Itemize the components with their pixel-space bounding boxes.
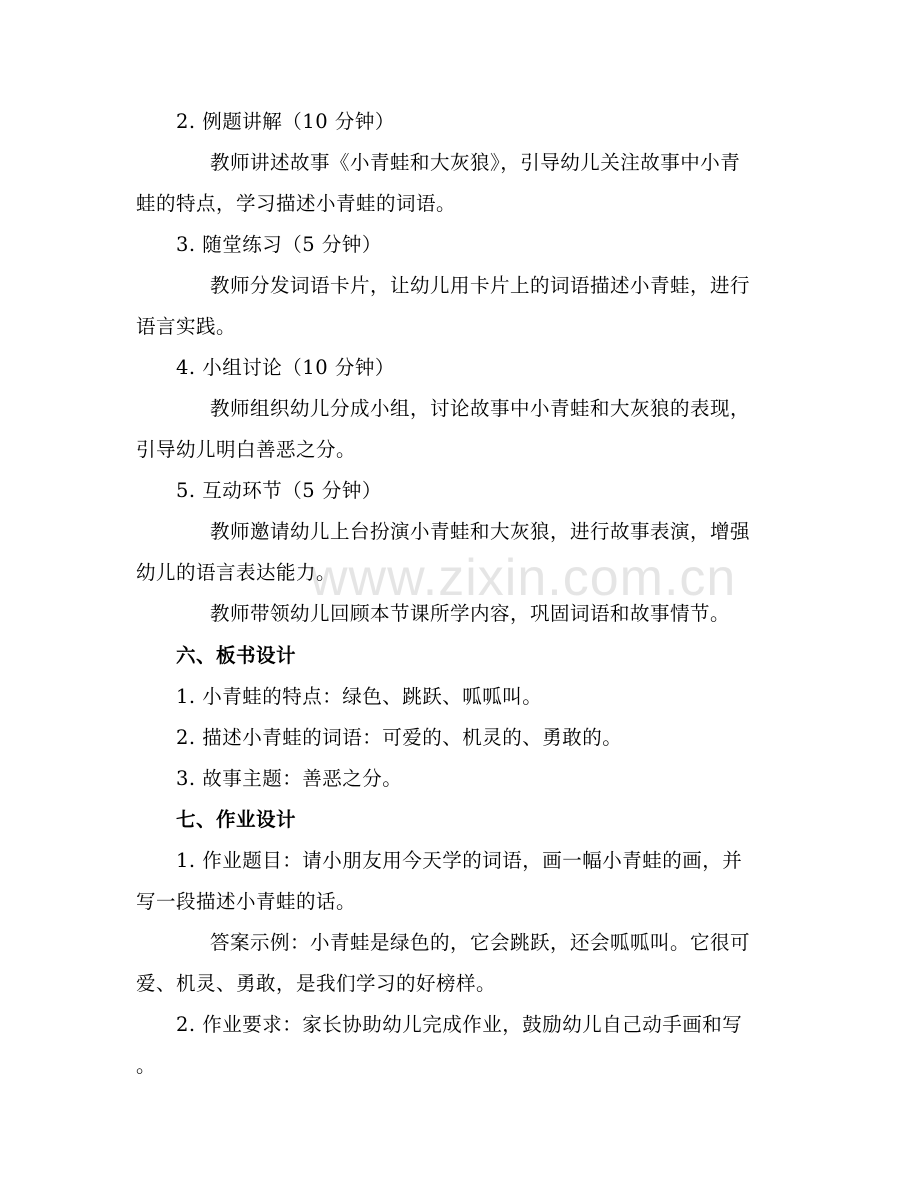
item-5-body-line2: 幼儿的语言表达能力。 (136, 561, 337, 584)
homework-item-1-line2: 写一段描述小青蛙的话。 (136, 890, 357, 913)
homework-item-2-line1: 2. 作业要求：家长协助幼儿完成作业，鼓励幼儿自己动手画和写 (176, 1013, 743, 1036)
homework-item-2-line2: 。 (136, 1054, 157, 1077)
answer-example-line1: 答案示例：小青蛙是绿色的，它会跳跃，还会呱呱叫。它很可 (210, 931, 751, 954)
homework-design-title: 七、作业设计 (176, 808, 297, 831)
item-5-body-line1: 教师邀请幼儿上台扮演小青蛙和大灰狼，进行故事表演，增强 (210, 520, 751, 543)
item-2-body-line1: 教师讲述故事《小青蛙和大灰狼》，引导幼儿关注故事中小青 (210, 151, 741, 174)
board-item-3: 3. 故事主题：善恶之分。 (176, 767, 403, 790)
board-item-2: 2. 描述小青蛙的词语：可爱的、机灵的、勇敢的。 (176, 726, 623, 749)
board-item-1: 1. 小青蛙的特点：绿色、跳跃、呱呱叫。 (176, 685, 543, 708)
watermark: www.zixin.com.cn (310, 549, 737, 607)
item-3-body-line1: 教师分发词语卡片，让幼儿用卡片上的词语描述小青蛙，进行 (210, 274, 751, 297)
item-3-heading: 3. 随堂练习（5 分钟） (176, 233, 382, 256)
answer-example-line2: 爱、机灵、勇敢，是我们学习的好榜样。 (136, 972, 497, 995)
item-5-heading: 5. 互动环节（5 分钟） (176, 479, 382, 502)
item-3-body-line2: 语言实践。 (136, 315, 237, 338)
summary-line: 教师带领幼儿回顾本节课所学内容，巩固词语和故事情节。 (210, 602, 731, 625)
item-2-heading: 2. 例题讲解（10 分钟） (176, 110, 395, 133)
item-4-body-line1: 教师组织幼儿分成小组，讨论故事中小青蛙和大灰狼的表现， (210, 397, 751, 420)
item-4-heading: 4. 小组讨论（10 分钟） (176, 356, 395, 379)
item-4-body-line2: 引导幼儿明白善恶之分。 (136, 438, 357, 461)
board-design-title: 六、板书设计 (176, 644, 297, 667)
item-2-body-line2: 蛙的特点，学习描述小青蛙的词语。 (136, 192, 457, 215)
homework-item-1-line1: 1. 作业题目：请小朋友用今天学的词语，画一幅小青蛙的画，并 (176, 849, 743, 872)
